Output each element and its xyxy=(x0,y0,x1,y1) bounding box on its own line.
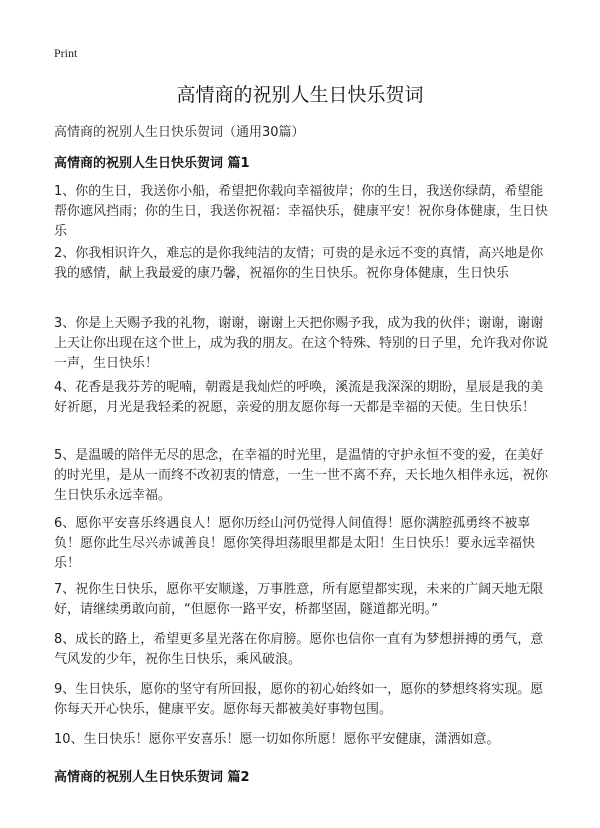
paragraph-4: 4、花香是我芬芳的呢喃，朝霞是我灿烂的呼唤，溪流是我深深的期盼，星辰是我的美好祈愿，月光是我轻柔的祝愿，亲爱的朋友愿你每一天都是幸福的天使。生日快乐！ xyxy=(54,380,544,415)
paragraph-8: 8、成长的路上，希望更多星光落在你肩膀。愿你也信你一直有为梦想拼搏的勇气，意气风发的少年，祝你生日快乐，乘风破浪。 xyxy=(54,632,544,667)
document-subtitle: 高情商的祝别人生日快乐贺词（通用30篇） xyxy=(54,125,305,140)
paragraph-2: 2、你我相识许久，难忘的是你我纯洁的友情；可贵的是永远不变的真情，高兴地是你我的感情，献上我最爱的康乃馨，祝福你的生日快乐。祝你身体健康，生日快乐 xyxy=(54,246,544,281)
paragraph-7: 7、祝你生日快乐，愿你平安顺遂，万事胜意，所有愿望都实现，未来的广阔天地无限好，请继续勇敢向前，“但愿你一路平安，桥都坚固，隧道都光明。” xyxy=(54,582,544,617)
paragraph-9: 9、生日快乐，愿你的坚守有所回报，愿你的初心始终如一，愿你的梦想终将实现。愿你每天开心快乐，健康平安。愿你每天都被美好事物包围。 xyxy=(54,682,544,717)
section-heading-2: 高情商的祝别人生日快乐贺词 篇2 xyxy=(54,770,250,785)
section-heading-1: 高情商的祝别人生日快乐贺词 篇1 xyxy=(54,156,250,171)
paragraph-1: 1、你的生日，我送你小船，希望把你载向幸福彼岸；你的生日，我送你绿荫，希望能帮你遮风挡雨；你的生日，我送你祝福：幸福快乐，健康平安！祝你身体健康，生日快乐 xyxy=(54,184,549,239)
paragraph-10: 10、生日快乐！愿你平安喜乐！愿一切如你所愿！愿你平安健康，潇洒如意。 xyxy=(54,732,500,747)
paragraph-5: 5、是温暖的陪伴无尽的思念，在幸福的时光里，是温情的守护永恒不变的爱，在美好的时光里，是从一而终不改初衷的情意，一生一世不离不弃，天长地久相伴永远，祝你生日快乐永远幸福。 xyxy=(54,448,549,503)
page-title: 高情商的祝别人生日快乐贺词 xyxy=(176,84,424,106)
paragraph-3: 3、你是上天赐予我的礼物，谢谢，谢谢上天把你赐予我，成为我的伙伴；谢谢，谢谢上天让你出现在这个世上，成为我的朋友。在这个特殊、特别的日子里，允许我对你说一声，生日快乐！ xyxy=(54,316,549,371)
paragraph-6: 6、愿你平安喜乐终遇良人！愿你历经山河仍觉得人间值得！愿你满腔孤勇终不被辜负！愿你此生尽兴赤诚善良！愿你笑得坦荡眼里都是太阳！生日快乐！要永远幸福快乐！ xyxy=(54,516,536,571)
print-link[interactable]: Print xyxy=(54,46,78,60)
